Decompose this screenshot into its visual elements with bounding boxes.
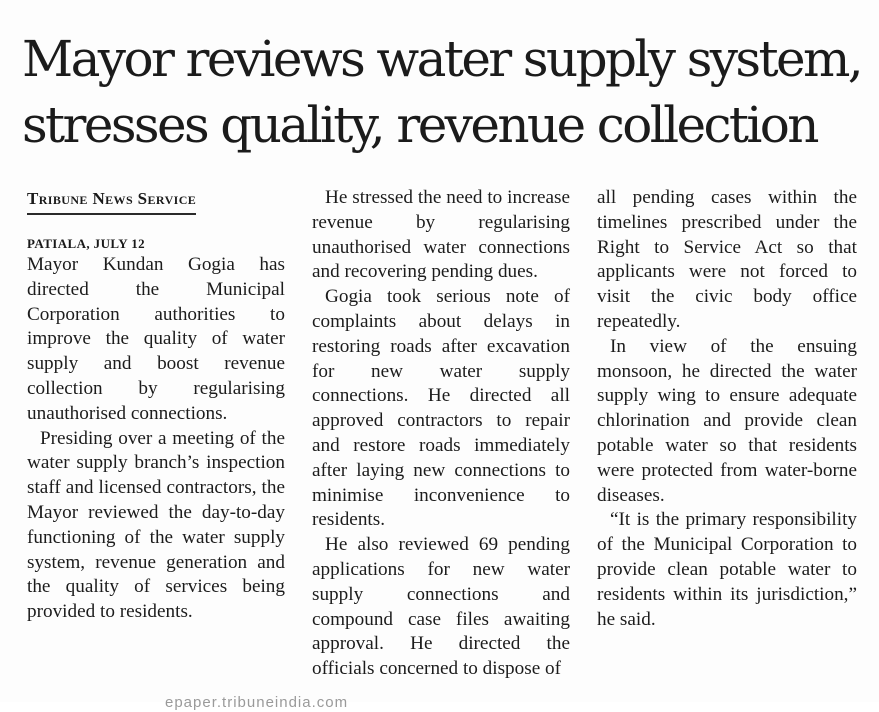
article-paragraph-1: Mayor Kundan Gogia has directed the Municipal Corporation authorities to improve the quality of water supply and boost revenue collection by regularising unauthorised connections. xyxy=(27,254,285,424)
article-paragraph-3: He stressed the need to increase revenue by regularising unauthorised water connections and recovering pending dues. xyxy=(312,187,570,283)
article-paragraph-4: Gogia took serious note of complaints about delays in restoring roads after excavation for new water supply connections. He directed all approved contractors to repair and restore roads immediately after laying new connections to minimise inconvenience to residents. xyxy=(312,286,570,531)
article-paragraph-2: Presiding over a meeting of the water supply branch’s inspection staff and licensed contractors, the Mayor reviewed the day-to-day functioning of the water supply system, revenue generation and the quality of services being provided to residents. xyxy=(27,427,285,623)
byline: Tribune News Service xyxy=(27,186,196,215)
article-paragraph-6: In view of the ensuing monsoon, he directed the water supply wing to ensure adequate chlorination and provide clean potable water so that residents were protected from water-borne diseases. xyxy=(597,335,857,506)
source-watermark: epaper.tribuneindia.com xyxy=(165,694,349,711)
dateline: PATIALA, JULY 12 xyxy=(27,236,145,251)
article-column-3 xyxy=(597,186,857,632)
headline-line-1: Mayor reviews water supply system, xyxy=(22,30,862,88)
article-paragraph-5: He also reviewed 69 pending applications for new water supply connections and compound case files awaiting approval. He directed the officials concerned to dispose of xyxy=(312,534,570,680)
article-paragraph-7: “It is the primary responsibility of the Municipal Corporation to provide clean potable water to residents within its jurisdiction,” he said. xyxy=(597,509,857,630)
article-column-2 xyxy=(312,186,570,682)
headline xyxy=(22,26,872,158)
article-column-1 xyxy=(27,186,285,625)
headline-line-2: stresses quality, revenue collection xyxy=(22,96,817,154)
article-paragraph-5-continued: all pending cases within the timelines prescribed under the Right to Service Act so that applicants were not forced to visit the civic body office repeatedly. xyxy=(597,187,857,332)
